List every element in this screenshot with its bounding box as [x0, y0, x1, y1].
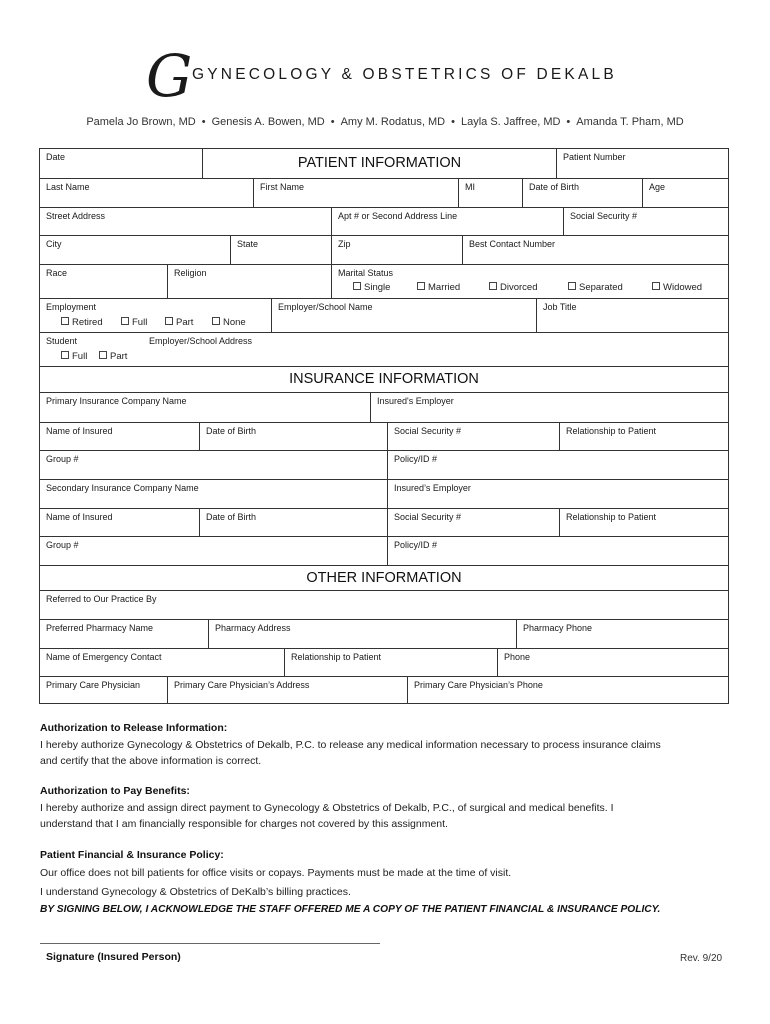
emergency-relationship-field[interactable]: Relationship to Patient [284, 649, 497, 676]
marital-option-separated[interactable]: Separated [568, 282, 623, 293]
employment-option-full[interactable]: Full [121, 317, 147, 328]
dob-field[interactable]: Date of Birth [522, 179, 642, 207]
date-field[interactable]: Date [46, 152, 66, 162]
form-row [40, 179, 728, 208]
referred-by-field[interactable]: Referred to Our Practice By [46, 594, 157, 604]
student-option-part[interactable]: Part [99, 351, 127, 362]
doctor-name: Pamela Jo Brown, MD [86, 116, 196, 128]
practice-name: GYNECOLOGY & OBSTETRICS OF DEKALB [192, 66, 617, 83]
form-row [40, 333, 728, 367]
checkbox[interactable] [489, 282, 497, 290]
race-field[interactable]: Race [46, 268, 68, 278]
form-row [40, 537, 728, 566]
signature-label: Signature (Insured Person) [46, 951, 181, 963]
primary-group-field[interactable]: Group # [46, 454, 79, 464]
form-row [40, 208, 728, 236]
checkbox[interactable] [165, 317, 173, 325]
bullet: • [451, 116, 455, 128]
section-title: OTHER INFORMATION [306, 570, 462, 586]
marital-option-married[interactable]: Married [417, 282, 460, 293]
patient-number-field[interactable]: Patient Number [556, 149, 728, 178]
release-text: I hereby authorize Gynecology & Obstetrics of Dekalb, P.C. to release any medical information necessary to process insurance claims [40, 739, 661, 751]
employment-option-part[interactable]: Part [165, 317, 193, 328]
doctor-name: Amy M. Rodatus, MD [340, 116, 446, 128]
revision-label: Rev. 9/20 [680, 953, 723, 964]
checkbox[interactable] [121, 317, 129, 325]
checkbox[interactable] [417, 282, 425, 290]
marital-option-widowed[interactable]: Widowed [652, 282, 702, 293]
emergency-contact-field[interactable]: Name of Emergency Contact [46, 652, 162, 662]
checkbox[interactable] [61, 351, 69, 359]
section-title: INSURANCE INFORMATION [289, 371, 479, 387]
form-row [40, 677, 728, 703]
other-heading [40, 566, 728, 591]
form-row [40, 649, 728, 677]
pay-text: I hereby authorize and assign direct payment to Gynecology & Obstetrics of Dekalb, P.C., of surgical and medical benefits. I [40, 802, 614, 814]
city-field[interactable]: City [46, 239, 62, 249]
marital-option-single[interactable]: Single [353, 282, 390, 293]
ssn-field[interactable]: Social Security # [563, 208, 728, 235]
bullet: • [566, 116, 571, 128]
form-row [40, 265, 728, 299]
checkbox[interactable] [61, 317, 69, 325]
pharmacy-phone-field[interactable]: Pharmacy Phone [516, 620, 728, 648]
secondary-policy-field[interactable]: Policy/ID # [387, 537, 728, 565]
pharmacy-name-field[interactable]: Preferred Pharmacy Name [46, 623, 154, 633]
pay-text: understand that I am financially responsible for charges not covered by this assignment. [40, 818, 448, 830]
last-name-field[interactable]: Last Name [46, 182, 90, 192]
form-row [40, 451, 728, 480]
form-row [40, 236, 728, 265]
employer-school-address-field[interactable]: Employer/School Address [149, 336, 253, 346]
apt-field[interactable]: Apt # or Second Address Line [331, 208, 563, 235]
form-row [40, 393, 728, 423]
doctor-list [0, 116, 770, 128]
release-title: Authorization to Release Information: [40, 722, 228, 734]
employment-option-none[interactable]: None [212, 317, 246, 328]
state-field[interactable]: State [230, 236, 331, 264]
signature-line[interactable] [40, 943, 380, 944]
student-option-full[interactable]: Full [61, 351, 87, 362]
primary-insurance-company-field[interactable]: Primary Insurance Company Name [46, 396, 187, 406]
age-field[interactable]: Age [642, 179, 728, 207]
zip-field[interactable]: Zip [331, 236, 462, 264]
policy-text: Our office does not bill patients for office visits or copays. Payments must be made at the time of visit. [40, 867, 512, 879]
bullet: • [201, 116, 206, 128]
student-field: Student Full Part [46, 336, 128, 362]
primary-name-of-insured-field[interactable]: Name of Insured [46, 426, 113, 436]
primary-insured-employer-field[interactable]: Insured's Employer [370, 393, 728, 422]
checkbox[interactable] [99, 351, 107, 359]
pcp-field[interactable]: Primary Care Physician [46, 680, 141, 690]
acknowledgement-text: BY SIGNING BELOW, I ACKNOWLEDGE THE STAFF OFFERED ME A COPY OF THE PATIENT FINANCIAL & INSURANCE POLICY. [40, 904, 661, 915]
form-row [40, 149, 728, 179]
religion-field[interactable]: Religion [167, 265, 331, 298]
form-row [40, 620, 728, 649]
checkbox[interactable] [652, 282, 660, 290]
doctor-name: Amanda T. Pham, MD [576, 116, 684, 128]
employment-option-retired[interactable]: Retired [61, 317, 103, 328]
form-row [40, 591, 728, 620]
doctor-name: Layla S. Jaffree, MD [460, 116, 561, 128]
mi-field[interactable]: MI [458, 179, 522, 207]
primary-policy-field[interactable]: Policy/ID # [387, 451, 728, 479]
patient-form [39, 148, 729, 704]
best-contact-field[interactable]: Best Contact Number [462, 236, 728, 264]
primary-insured-ssn-field[interactable]: Social Security # [387, 423, 559, 450]
marital-option-divorced[interactable]: Divorced [489, 282, 538, 293]
patient-info-heading [202, 149, 556, 178]
form-row [40, 509, 728, 537]
street-address-field[interactable]: Street Address [46, 211, 106, 221]
bullet: • [330, 116, 335, 128]
secondary-relationship-field[interactable]: Relationship to Patient [559, 509, 728, 536]
secondary-group-field[interactable]: Group # [46, 540, 79, 550]
job-title-field[interactable]: Job Title [536, 299, 728, 332]
primary-insured-dob-field[interactable]: Date of Birth [199, 423, 387, 450]
secondary-insured-dob-field[interactable]: Date of Birth [199, 509, 387, 536]
checkbox[interactable] [353, 282, 361, 290]
policy-title: Patient Financial & Insurance Policy: [40, 849, 224, 861]
pcp-address-field[interactable]: Primary Care Physician’s Address [167, 677, 407, 703]
primary-relationship-field[interactable]: Relationship to Patient [559, 423, 728, 450]
secondary-insured-ssn-field[interactable]: Social Security # [387, 509, 559, 536]
secondary-insured-employer-field[interactable]: Insured’s Employer [387, 480, 728, 508]
pay-title: Authorization to Pay Benefits: [40, 785, 190, 797]
emergency-phone-field[interactable]: Phone [497, 649, 728, 676]
secondary-name-of-insured-field[interactable]: Name of Insured [46, 512, 113, 522]
form-row [40, 480, 728, 509]
form-row [40, 423, 728, 451]
checkbox[interactable] [212, 317, 220, 325]
pharmacy-address-field[interactable]: Pharmacy Address [208, 620, 516, 648]
checkbox[interactable] [568, 282, 576, 290]
release-text: and certify that the above information is correct. [40, 755, 262, 767]
marital-status-field: Marital Status Single Married Divorced Separated Widowed [331, 265, 728, 298]
doctor-name: Genesis A. Bowen, MD [211, 116, 325, 128]
employment-field: Employment Retired Full Part None [46, 302, 246, 328]
secondary-insurance-company-field[interactable]: Secondary Insurance Company Name [46, 483, 199, 493]
first-name-field[interactable]: First Name [253, 179, 458, 207]
insurance-heading [40, 367, 728, 393]
section-title: PATIENT INFORMATION [297, 155, 462, 171]
form-row [40, 299, 728, 333]
pcp-phone-field[interactable]: Primary Care Physician’s Phone [407, 677, 728, 703]
logo-monogram: G [146, 42, 193, 110]
policy-text: I understand Gynecology & Obstetrics of DeKalb’s billing practices. [40, 886, 351, 898]
employer-school-name-field[interactable]: Employer/School Name [271, 299, 536, 332]
